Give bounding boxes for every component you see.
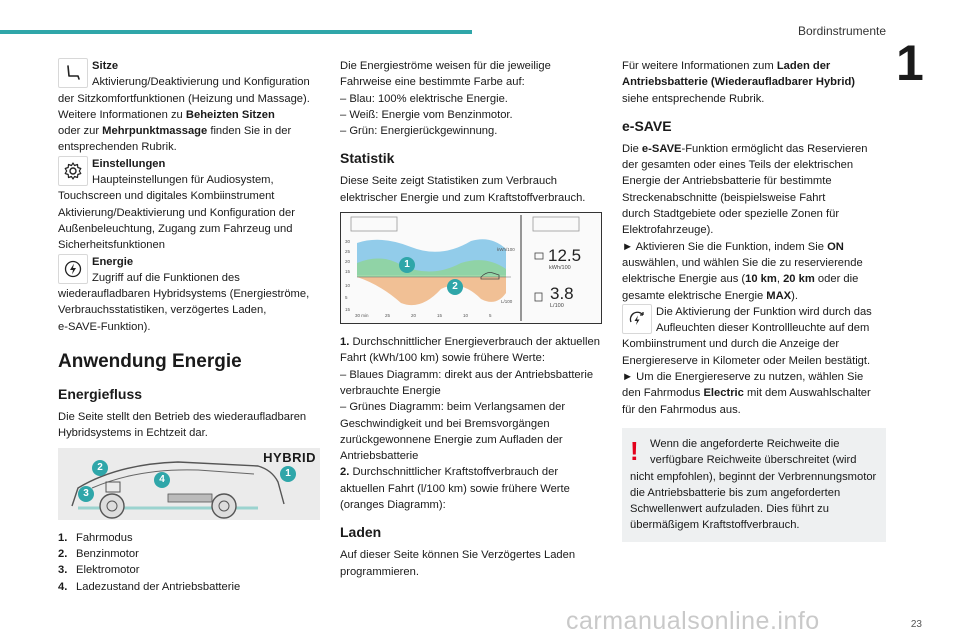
text-line: Kombiinstrument und durch die Anzeige der xyxy=(622,338,840,351)
text-line: Antriebsbatterie (Wiederaufladbarer Hybrid) xyxy=(622,76,856,89)
column-3 xyxy=(622,58,886,542)
text-line: Sicherheitsfunktionen xyxy=(58,239,165,252)
text-line: elektrischer Energie und zum Kraftstoffverbrauch. xyxy=(340,191,586,204)
entry-einstellungen xyxy=(58,156,320,254)
text-line: übermäßigem Kraftstoffverbrauch. xyxy=(630,519,800,532)
text-line: Streckenabschnitte (beispielsweise Fahrt xyxy=(622,191,826,204)
section-title: Bordinstrumente xyxy=(797,24,886,38)
text-line: aktuellen Fahrt (l/100 km) sowie frühere Werte xyxy=(340,482,570,495)
column-2 xyxy=(340,58,604,580)
text-line: entsprechenden Rubrik. xyxy=(58,141,177,154)
seat-icon xyxy=(58,58,88,88)
svg-text:12.5: 12.5 xyxy=(548,246,582,266)
text-line: Die e-SAVE-Funktion ermöglicht das Reservieren xyxy=(622,142,868,155)
svg-text:3.8: 3.8 xyxy=(550,284,574,304)
svg-text:15: 15 xyxy=(345,307,351,313)
badge-3: 3 xyxy=(78,486,94,502)
svg-text:kWh/100: kWh/100 xyxy=(497,247,515,253)
badge-2: 2 xyxy=(92,460,108,476)
heading-energiefluss: Energiefluss xyxy=(58,386,143,403)
text-line: Schwellenwert aufzuladen. Dies führt zu xyxy=(630,503,829,516)
legend-item: 1. Fahrmodus xyxy=(58,531,133,544)
svg-text:30: 30 xyxy=(345,239,351,245)
text-line: wiederaufladbaren Hybridsystems (Energieströme, xyxy=(58,288,310,301)
text-line: 2. Durchschnittlicher Kraftstoffverbrauch der xyxy=(340,466,559,479)
sitze-title: Sitze xyxy=(92,60,119,72)
car-outline-illustration xyxy=(58,448,320,520)
legend-item: 3. Elektromotor xyxy=(58,564,140,577)
heading-esave: e-SAVE xyxy=(622,117,672,134)
entry-sitze xyxy=(58,58,320,156)
text-line: nicht empfohlen), beginnt der Verbrennungsmotor xyxy=(630,470,877,483)
warning-icon: ! xyxy=(630,435,639,466)
statistics-figure xyxy=(340,212,602,324)
svg-text:15: 15 xyxy=(345,269,351,275)
svg-text:10: 10 xyxy=(345,283,351,289)
text-line: Haupteinstellungen für Audiosystem, xyxy=(92,174,274,187)
watermark: carmanualsonline.info xyxy=(566,607,820,635)
text-line: Verbrauchsstatistiken, verzögertes Laden, xyxy=(58,304,267,317)
svg-text:10: 10 xyxy=(463,313,469,319)
statistics-chart xyxy=(341,213,601,323)
header-accent-bar xyxy=(0,30,472,34)
text-line: Fahrt (kWh/100 km) sowie frühere Werte: xyxy=(340,352,545,365)
einstellungen-title: Einstellungen xyxy=(92,157,166,170)
text-line: für den Fahrmodus aus. xyxy=(622,403,741,416)
text-line: oder zur Mehrpunktmassage finden Sie in der xyxy=(58,125,292,138)
text-line: e-SAVE-Funktion). xyxy=(58,320,151,333)
text-line: siehe entsprechende Rubrik. xyxy=(622,92,765,105)
heading-anwendung-energie: Anwendung Energie xyxy=(58,351,242,373)
text-line: Die Aktivierung der Funktion wird durch das xyxy=(656,305,872,318)
heading-statistik: Statistik xyxy=(340,150,395,167)
text-line: Geschwindigkeit und bei Bremsvorgängen xyxy=(340,417,550,430)
badge-2: 2 xyxy=(447,279,463,295)
entry-energie xyxy=(58,254,320,335)
orange-area xyxy=(357,277,506,305)
text-line: verbrauchte Energie xyxy=(340,384,441,397)
text-line: – Weiß: Energie vom Benzinmotor. xyxy=(340,108,513,121)
gear-icon xyxy=(58,156,88,186)
legend-item: 4. Ladezustand der Antriebsbatterie xyxy=(58,580,241,593)
svg-text:25: 25 xyxy=(385,313,391,319)
svg-text:5: 5 xyxy=(345,295,348,301)
text-line: Fahrweise eine bestimmte Farbe auf: xyxy=(340,76,525,89)
page-number: 23 xyxy=(910,619,922,630)
text-line: Touchscreen und digitales Kombiinstrument xyxy=(58,190,275,203)
text-line: den Fahrmodus Electric mit dem Auswahlschalter xyxy=(622,387,871,400)
column-1 xyxy=(58,58,320,595)
text-line: – Grün: Energierückgewinnung. xyxy=(340,125,498,138)
text-line: 1. Durchschnittlicher Energieverbrauch der aktuellen xyxy=(340,336,600,349)
svg-text:L/100: L/100 xyxy=(550,303,564,310)
text-line: Zugriff auf die Funktionen des xyxy=(92,271,240,284)
text-line: Wenn die angeforderte Reichweite die xyxy=(650,437,840,450)
text-line: die Antriebsbatterie bis zum angeforderten xyxy=(630,486,841,499)
text-line: (oranges Diagramm): xyxy=(340,499,446,512)
text-line: – Grünes Diagramm: beim Verlangsamen der xyxy=(340,401,566,414)
svg-text:30 min: 30 min xyxy=(355,313,369,319)
badge-4: 4 xyxy=(154,472,170,488)
text-line: durch Stadtgebiete oder spezielle Zonen für xyxy=(622,208,840,221)
energy-bolt-icon xyxy=(58,254,88,284)
text-line: – Blaues Diagramm: direkt aus der Antriebsbatterie xyxy=(340,368,594,381)
text-line: Diese Seite zeigt Statistiken zum Verbrauch xyxy=(340,175,558,188)
text-line: – Blau: 100% elektrische Energie. xyxy=(340,92,508,105)
badge-1: 1 xyxy=(280,466,296,482)
text-line: Aktivierung/Deaktivierung und Konfiguration xyxy=(92,76,310,89)
text-line: Auf dieser Seite können Sie Verzögertes Laden xyxy=(340,549,576,562)
text-line: ► Aktivieren Sie die Funktion, indem Sie ON xyxy=(622,240,844,253)
chapter-number: 1 xyxy=(896,35,924,91)
text-line: Energie der Antriebsbatterie für bestimmte xyxy=(622,175,832,188)
energie-title: Energie xyxy=(92,255,134,268)
svg-text:20: 20 xyxy=(345,259,351,265)
text-line: Elektrofahrzeuge). xyxy=(622,224,714,237)
text-line: zurückgewonnene Energie zum Aufladen der xyxy=(340,433,563,446)
text-line: verfügbare Reichweite überschreitet (wird xyxy=(650,454,857,467)
text-line: Aufleuchten dieser Kontrollleuchte auf dem xyxy=(656,322,870,335)
text-line: Aktivierung/Deaktivierung und Konfiguration der xyxy=(58,206,295,219)
text-line: der gesamten oder eines Teils der elektrischen xyxy=(622,159,854,172)
text-line: Für weitere Informationen zum Laden der xyxy=(622,60,831,72)
hybrid-label: HYBRID xyxy=(263,449,316,465)
text-line: Die Seite stellt den Betrieb des wiederaufladbaren xyxy=(58,411,307,424)
entry-esave-indicator xyxy=(622,304,886,369)
svg-text:5: 5 xyxy=(489,313,492,319)
text-line: Außenbeleuchtung, Zugang zum Fahrzeug und xyxy=(58,222,293,235)
svg-text:kWh/100: kWh/100 xyxy=(549,265,571,272)
text-line: programmieren. xyxy=(340,565,419,578)
text-line: auswählen, und wählen Sie die zu reservierende xyxy=(622,256,863,269)
text-line: gesamte elektrische Energie MAX). xyxy=(622,289,798,302)
text-line: ► Um die Energiereserve zu nutzen, wählen Sie xyxy=(622,371,864,384)
legend-item: 2. Benzinmotor xyxy=(58,547,139,560)
esave-indicator-icon xyxy=(622,304,652,334)
badge-1: 1 xyxy=(399,257,415,273)
text-line: Energiereserve in Kilometer oder Meilen bestätigt. xyxy=(622,354,871,367)
text-line: Weitere Informationen zu Beheizten Sitzen xyxy=(58,108,275,121)
text-line: Hybridsystems in Echtzeit dar. xyxy=(58,427,208,440)
warning-box xyxy=(622,428,886,542)
svg-text:L/100: L/100 xyxy=(501,299,513,305)
svg-text:25: 25 xyxy=(345,249,351,255)
text-line: Antriebsbatterie xyxy=(340,450,419,463)
text-line: elektrische Energie aus (10 km, 20 km oder die xyxy=(622,273,859,286)
text-line: Die Energieströme weisen für die jeweilige xyxy=(340,60,551,72)
heading-laden: Laden xyxy=(340,524,382,541)
svg-text:20: 20 xyxy=(411,313,417,319)
hybrid-flow-figure xyxy=(58,448,320,520)
text-line: der Sitzkomfortfunktionen (Heizung und Massage). xyxy=(58,92,310,105)
svg-text:15: 15 xyxy=(437,313,443,319)
